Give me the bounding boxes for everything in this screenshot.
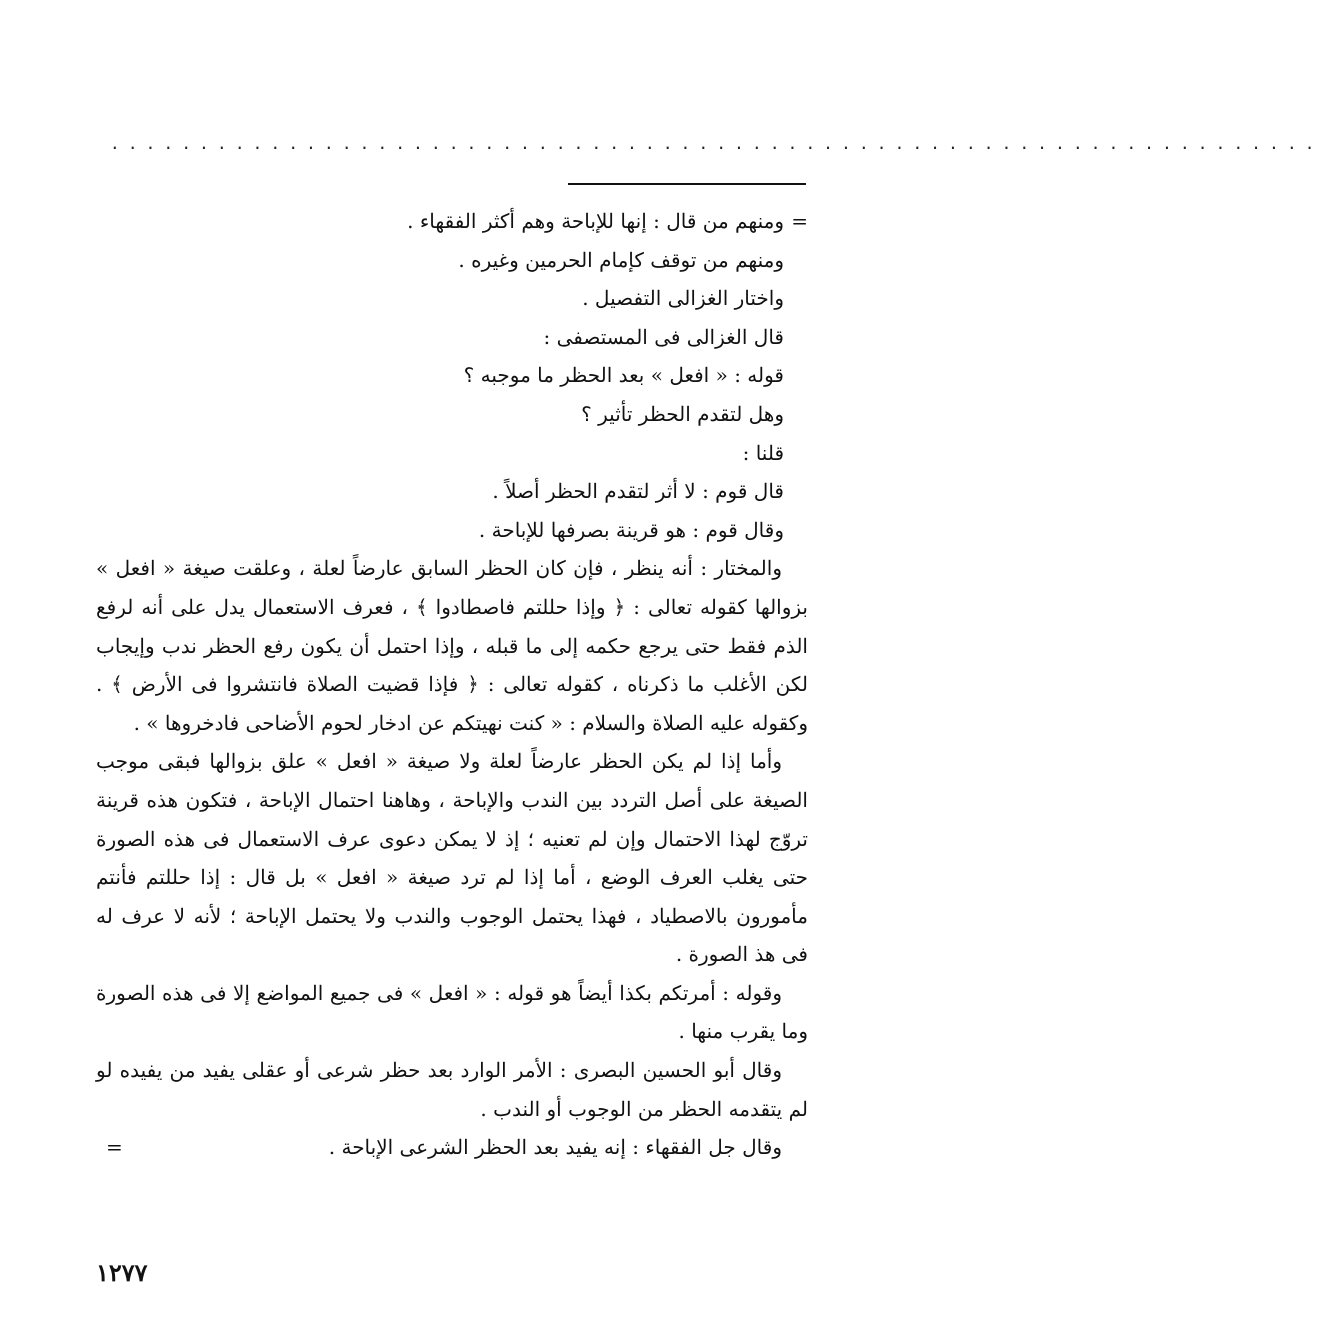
paragraph-8: قال قوم : لا أثر لتقدم الحظر أصلاً . (492, 479, 784, 504)
continuation-mark: = (791, 209, 808, 233)
paragraph-2: ومنهم من توقف كإمام الحرمين وغيره . (458, 247, 784, 272)
footnote-rule (568, 183, 806, 185)
paragraph-14-text: وقال جل الفقهاء : إنه يفيد بعد الحظر الشرعى الإباحة . (328, 1135, 782, 1160)
paragraph-4: قال الغزالى فى المستصفى : (543, 324, 784, 349)
paragraph-14 (96, 1128, 808, 1167)
paragraph-11: وأما إذا لم يكن الحظر عارضاً لعلة ولا صيغة « افعل » علق بزوالها فبقى موجب الصيغة على أصل التردد بين الندب والإباحة ، وهاهنا احتمال الإباحة ، فتكون هذه قرينة تروّج لهذا الاحتمال وإن لم تعنيه ؛ إذ لا يمكن دعوى عرف الاستعمال فى هذه الصورة حتى يغلب العرف الوضع ، أما إذا لم ترد صيغة « افعل » بل قال : إذا حللتم فأنتم مأمورون بالاصطياد ، فهذا يحتمل الوجوب والندب ولا يحتمل الإباحة ؛ لأنه لا عرف له فى هذ الصورة . (96, 749, 808, 967)
end-mark: = (106, 1135, 123, 1160)
paragraph-6: وهل لتقدم الحظر تأثير ؟ (581, 401, 784, 426)
page-number: ١٢٧٧ (96, 1258, 148, 1287)
paragraph-1-text: ومنهم من قال : إنها للإباحة وهم أكثر الفقهاء . (407, 209, 784, 233)
paragraph-3: واختار الغزالى التفصيل . (582, 286, 784, 311)
paragraph-9: وقال قوم : هو قرينة بصرفها للإباحة . (478, 517, 784, 542)
paragraph-12: وقوله : أمرتكم بكذا أيضاً هو قوله : « افعل » فى جميع المواضع إلا فى هذه الصورة وما يقرب منها . (96, 980, 808, 1044)
paragraph-7: قلنا : (742, 440, 784, 465)
paragraph-1 (96, 202, 808, 241)
footnote-text (96, 202, 808, 1167)
paragraph-13: وقال أبو الحسين البصرى : الأمر الوارد بعد حظر شرعى أو عقلى يفيد من يفيده لو لم يتقدمه الحظر من الوجوب أو الندب . (96, 1058, 808, 1121)
paragraph-10: والمختار : أنه ينظر ، فإن كان الحظر السابق عارضاً لعلة ، وعلقت صيغة « افعل » بزوالها كقوله تعالى : ﴿ وإذا حللتم فاصطادوا ﴾ ، فعرف الاستعمال يدل على أنه لرفع الذم فقط حتى يرجع حكمه إلى ما قبله ، وإذا احتمل أن يكون رفع الحظر ندب وإيجاب لكن الأغلب ما ذكرناه ، كقوله تعالى : ﴿ فإذا قضيت الصلاة فانتشروا فى الأرض ﴾ . وكقوله عليه الصلاة والسلام : « كنت نهيتكم عن ادخار لحوم الأضاحى فادخروها » . (96, 556, 808, 735)
paragraph-5: قوله : « افعل » بعد الحظر ما موجبه ؟ (463, 363, 784, 388)
dotted-separator: .................................................................... (110, 134, 1323, 153)
